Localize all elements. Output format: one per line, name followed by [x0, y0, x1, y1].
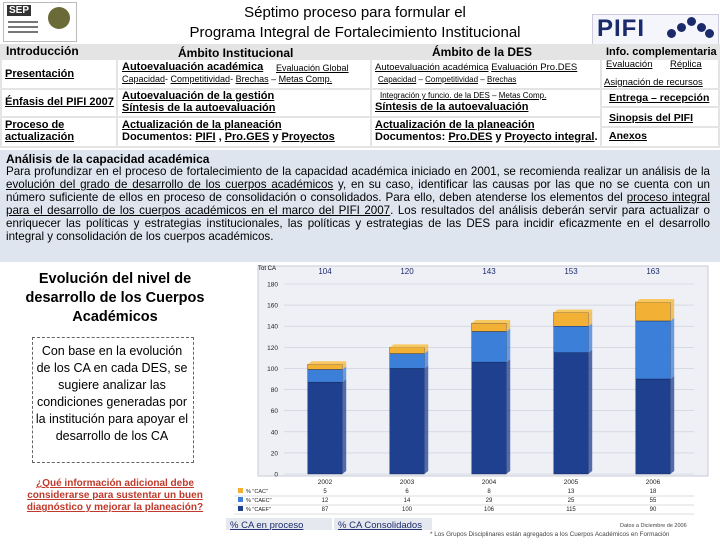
des-autoeval-row	[375, 62, 577, 73]
legend-label: % "CAC"	[246, 489, 268, 495]
table-cell: 13	[567, 489, 575, 495]
bar-segment-side	[588, 350, 592, 474]
title-line-1: Séptimo proceso para formular el	[244, 4, 466, 21]
chart-area	[224, 262, 720, 540]
anexos-link[interactable]: Anexos	[609, 130, 647, 142]
question-text: ¿Qué información adicional debe considerarse para sustentar un buen diagnóstico y mejorar la planeación?	[26, 478, 204, 513]
bar-segment	[472, 323, 506, 331]
inst-autoeval-gestion-link[interactable]: Autoevaluación de la gestión	[122, 90, 275, 102]
des-brechas-link[interactable]: Brechas	[486, 75, 517, 84]
x-tick-label: 2002	[317, 479, 333, 486]
bar-segment-side	[506, 359, 510, 474]
x-tick-label: 2005	[563, 479, 579, 486]
analysis-text	[6, 165, 710, 243]
table-cell: 29	[485, 498, 493, 504]
table-cell: 90	[649, 507, 657, 513]
table-cell: 12	[321, 498, 329, 504]
bar-top	[554, 310, 592, 313]
entrega-link[interactable]: Entrega – recepción	[609, 92, 710, 104]
bar-segment	[636, 379, 670, 474]
inst-autoeval-academica-link[interactable]: Autoevaluación académica	[122, 61, 264, 73]
legend-swatch	[238, 488, 243, 493]
bar-segment	[390, 368, 424, 474]
table-cell: 6	[405, 489, 409, 495]
inst-evaluacion-global-link[interactable]: Evaluación Global	[276, 63, 349, 73]
ca-proceso-link[interactable]: % CA en proceso	[230, 520, 304, 531]
total-label: 163	[646, 267, 660, 276]
inst-documentos: Documentos: PIFI , Pro.GES y Proyectos	[122, 131, 335, 143]
des-metas-link[interactable]: Metas Comp.	[498, 91, 547, 100]
des-prodes-link[interactable]: Pro.DES	[448, 131, 493, 143]
bar-top	[308, 361, 346, 364]
ca-evolution-chart	[224, 262, 720, 540]
bar-segment	[308, 382, 342, 474]
table-cell: 8	[487, 489, 491, 495]
y-tick-label: 60	[270, 408, 278, 416]
y-tick-label: 120	[267, 344, 278, 352]
proceso-link[interactable]: Proceso de actualización	[5, 119, 75, 143]
y-tick-label: 180	[267, 281, 278, 289]
table-cell: 87	[321, 507, 329, 513]
y-tick-label: 140	[267, 323, 278, 331]
evaluacion-link[interactable]: Evaluación	[606, 59, 653, 70]
legend-swatch	[238, 497, 243, 502]
bar-segment	[472, 362, 506, 474]
analysis-part-2: y, en su caso, identificar las causas por las que no se cuenta con un número suficiente de ellos en proceso de consolidación o consolidados. Para ello, deben atenderse los elementos del	[6, 178, 710, 204]
analysis-title: Análisis de la capacidad académica	[6, 152, 210, 166]
enfasis-link[interactable]: Énfasis del PIFI 2007	[5, 96, 114, 108]
bar-segment-side	[506, 329, 510, 363]
bar-top	[472, 320, 510, 323]
des-subitems: Capacidad – Competitividad – Brechas	[378, 75, 517, 84]
chart-note: * Los Grupos Disciplinares están agregados a los Cuerpos Académicos en Formación	[430, 531, 670, 538]
sep-logo-text: SEP	[9, 5, 30, 16]
sinopsis-link[interactable]: Sinopsis del PIFI	[609, 112, 694, 124]
des-integracion-link[interactable]: Integración y funcio. de la DES	[380, 91, 490, 100]
inst-documentos-label: Documentos:	[122, 131, 193, 143]
table-cell: 5	[323, 489, 327, 495]
table-cell: 25	[567, 498, 575, 504]
chart-source: Datos a Diciembre de 2006	[620, 523, 687, 529]
bar-segment	[308, 370, 342, 383]
des-autoeval-academica-link[interactable]: Autoevaluación académica	[375, 62, 489, 73]
bar-segment	[390, 347, 424, 353]
bar-segment	[554, 326, 588, 352]
proceso-integral-link[interactable]: proceso integral para el desarrollo de los cuerpos académicos en el marco del PIFI 2007	[6, 191, 710, 217]
analysis-part-3: . Los resultados del análisis deberán servir para actualizar o enriquecer las políticas y estrategias institucionales, las políticas y estrategias de las DES para incidir eficazmente en el desarrollo integral y consolidación de los cuerpos académicos.	[6, 204, 710, 243]
table-cell: 100	[401, 507, 413, 513]
total-label: 104	[318, 267, 332, 276]
table-cell: 106	[483, 507, 495, 513]
analysis-part-1: Para profundizar en el proceso de fortalecimiento de la capacidad académica iniciado en 2001, se recomienda realizar un análisis de la	[6, 165, 710, 178]
inst-metas-link[interactable]: Metas Comp.	[278, 74, 333, 84]
inst-capacidad-link[interactable]: Capacidad	[122, 74, 166, 84]
bar-segment-side	[342, 379, 346, 474]
des-proyecto-integral-link[interactable]: Proyecto integral	[504, 131, 595, 143]
bar-segment	[636, 302, 670, 321]
replica-link[interactable]: Réplica	[670, 59, 702, 70]
intro-heading: Introducción	[6, 44, 79, 58]
des-heading: Ámbito de la DES	[432, 45, 533, 59]
x-tick-label: 2004	[481, 479, 497, 486]
des-documentos: Documentos: Pro.DES y Proyecto integral.	[375, 131, 598, 143]
y-tick-label: 20	[270, 450, 278, 458]
page-title	[120, 3, 590, 43]
legend-label: % "CAEF"	[246, 507, 271, 513]
sep-logo	[3, 2, 77, 42]
bar-top	[390, 344, 428, 347]
des-integracion-row: Integración y funcio. de la DES – Metas Comp.	[380, 91, 547, 100]
totals-label: Tot CA	[258, 266, 277, 272]
evolucion-link[interactable]: evolución del grado de desarrollo de los cuerpos académicos	[6, 178, 334, 191]
ca-consolidados-link[interactable]: % CA Consolidados	[338, 520, 422, 531]
bar-segment	[554, 353, 588, 474]
x-tick-label: 2003	[399, 479, 415, 486]
table-cell: 18	[649, 489, 657, 495]
des-competitividad-link[interactable]: Competitividad	[425, 75, 479, 84]
suggestion-text: Con base en la evolución de los CA en cada DES, se sugiere analizar las condiciones generadas por la institución para apoyar el desarrollo de los CA	[35, 344, 189, 443]
institutional-heading: Ámbito Institucional	[178, 46, 294, 60]
table-cell: 55	[649, 498, 657, 504]
info-heading: Info. complementaria	[606, 46, 717, 58]
y-tick-label: 100	[267, 365, 278, 373]
asignacion-link[interactable]: Asignación de recursos	[604, 77, 703, 88]
des-evaluacion-prodes-link[interactable]: Evaluación Pro.DES	[491, 62, 578, 73]
bar-segment-side	[424, 365, 428, 474]
pifi-dots-icon	[667, 17, 715, 39]
bar-top	[636, 299, 674, 302]
bar-segment-side	[670, 299, 674, 321]
x-tick-label: 2006	[645, 479, 661, 486]
legend-label: % "CAEC"	[246, 498, 272, 504]
des-documentos-label: Documentos:	[375, 131, 446, 143]
inst-sintesis-link[interactable]: Síntesis de la autoevaluación	[122, 102, 276, 114]
bar-segment	[390, 354, 424, 369]
coat-of-arms-icon	[48, 7, 70, 29]
bar-segment-side	[588, 323, 592, 352]
bar-segment-side	[670, 318, 674, 379]
table-cell: 14	[403, 498, 411, 504]
inst-proyectos-link[interactable]: Proyectos	[281, 131, 335, 143]
title-line-2: Programa Integral de Fortalecimiento Institucional	[189, 24, 521, 41]
table-cell: 115	[566, 507, 576, 513]
des-capacidad-link[interactable]: Capacidad	[378, 75, 417, 84]
pifi-logo-text: PIFI	[597, 15, 646, 42]
y-tick-label: 0	[274, 471, 278, 479]
bar-segment-side	[424, 351, 428, 369]
total-label: 153	[564, 267, 578, 276]
inst-brechas-link[interactable]: Brechas	[235, 74, 269, 84]
inst-actualizacion-link[interactable]: Actualización de la planeación	[122, 119, 282, 131]
bar-segment	[472, 332, 506, 363]
bar-segment-side	[670, 376, 674, 474]
des-actualizacion-link[interactable]: Actualización de la planeación	[375, 119, 535, 131]
inst-proges-link[interactable]: Pro.GES	[224, 131, 270, 143]
y-tick-label: 80	[270, 387, 278, 395]
legend-swatch	[238, 506, 243, 511]
y-tick-label: 40	[270, 429, 278, 437]
bar-segment	[554, 313, 588, 327]
presentacion-link[interactable]: Presentación	[5, 68, 75, 80]
des-sintesis-link[interactable]: Síntesis de la autoevaluación	[375, 101, 529, 113]
inst-subitems: Capacidad- Competitividad- Brechas – Metas Comp.	[122, 74, 333, 84]
y-tick-label: 160	[267, 302, 278, 310]
bar-segment	[636, 321, 670, 379]
inst-pifi-link[interactable]: PIFI	[195, 131, 216, 143]
total-label: 120	[400, 267, 414, 276]
inst-competitividad-link[interactable]: Competitividad	[170, 74, 231, 84]
bar-segment	[308, 364, 342, 369]
evolution-title: Evolución del nivel de desarrollo de los Cuerpos Académicos	[25, 271, 205, 325]
total-label: 143	[482, 267, 496, 276]
